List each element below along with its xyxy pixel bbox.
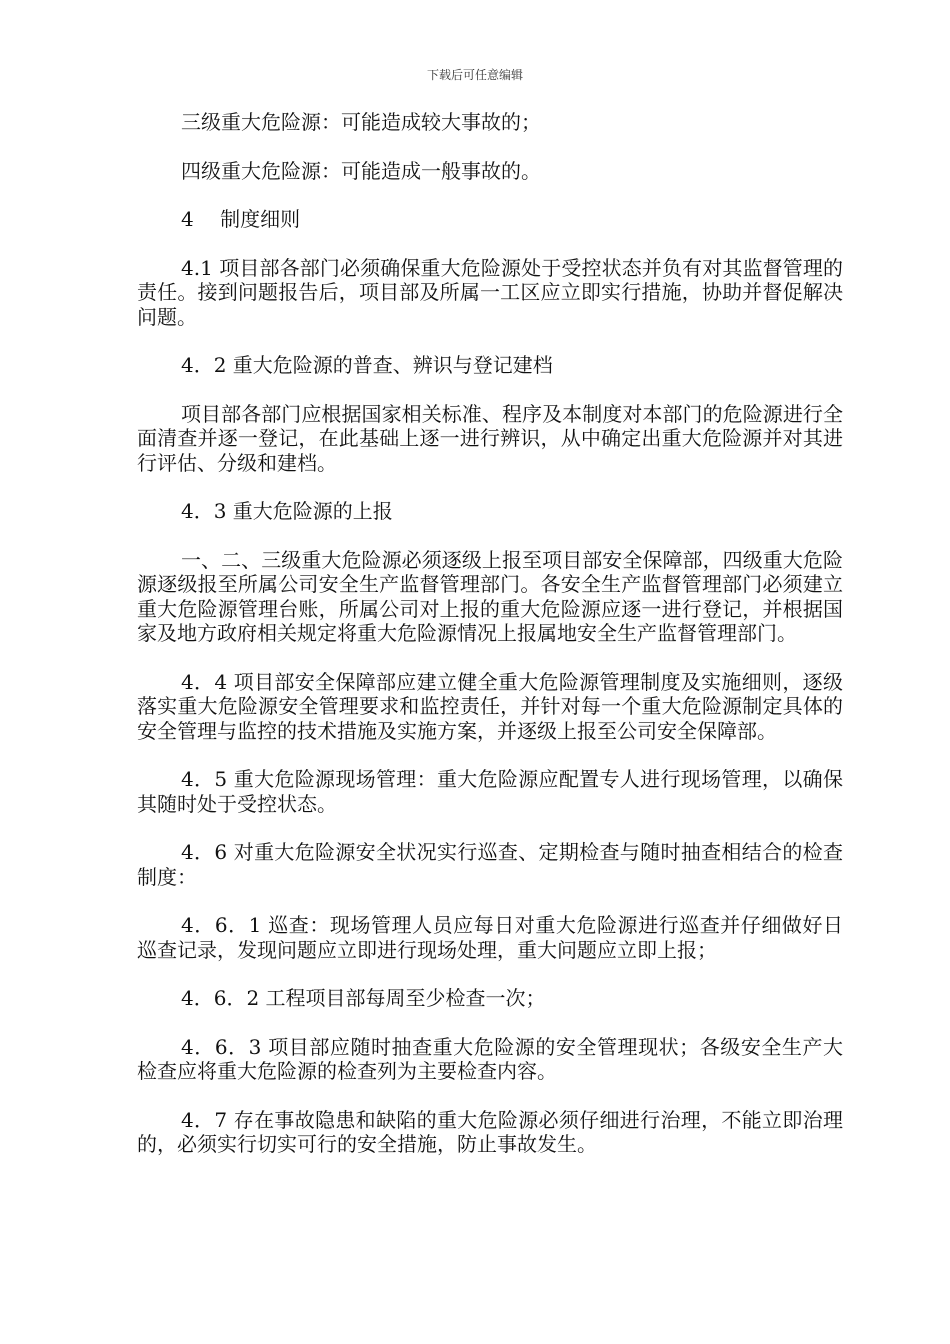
paragraph-4-1: 4.1 项目部各部门必须确保重大危险源处于受控状态并负有对其监督管理的责任。接到问题报告后，项目部及所属一工区应立即实行措施，协助并督促解决问题。	[137, 255, 843, 329]
page-header: 下载后可任意编辑	[426, 68, 523, 82]
paragraph-4-4: 4．4 项目部安全保障部应建立健全重大危险源管理制度及实施细则，逐级落实重大危险源安全管理要求和监控责任，并针对每一个重大危险源制定具体的安全管理与监控的技术措施及实施方案，并逐级上报至公司安全保障部。	[137, 669, 843, 743]
section-heading-4: 4 制度细则	[181, 207, 301, 231]
section-heading-4-2: 4．2 重大危险源的普查、辨识与登记建档	[181, 353, 553, 377]
paragraph-level3-hazard: 三级重大危险源：可能造成较大事故的；	[181, 110, 541, 134]
section-heading-4-3: 4．3 重大危险源的上报	[181, 499, 393, 523]
paragraph-4-5: 4．5 重大危险源现场管理：重大危险源应配置专人进行现场管理，以确保其随时处于受控状态。	[137, 767, 843, 816]
document-body	[137, 110, 843, 1181]
paragraph-4-7: 4．7 存在事故隐患和缺陷的重大危险源必须仔细进行治理，不能立即治理的，必须实行切实可行的安全措施，防止事故发生。	[137, 1107, 843, 1156]
paragraph-4-3-body: 一、二、三级重大危险源必须逐级上报至项目部安全保障部，四级重大危险源逐级报至所属公司安全生产监督管理部门。各安全生产监督管理部门必须建立重大危险源管理台账，所属公司对上报的重大危险源应逐一进行登记，并根据国家及地方政府相关规定将重大危险源情况上报属地安全生产监督管理部门。	[137, 547, 843, 645]
paragraph-4-6-3: 4．6．3 项目部应随时抽查重大危险源的安全管理现状；各级安全生产大检查应将重大危险源的检查列为主要检查内容。	[137, 1034, 843, 1083]
paragraph-4-6-1: 4．6．1 巡查：现场管理人员应每日对重大危险源进行巡查并仔细做好日巡查记录，发现问题应立即进行现场处理，重大问题应立即上报；	[137, 913, 843, 962]
paragraph-4-6-2: 4．6．2 工程项目部每周至少检查一次；	[181, 986, 546, 1010]
paragraph-4-2-body: 项目部各部门应根据国家相关标准、程序及本制度对本部门的危险源进行全面清查并逐一登记，在此基础上逐一进行辨识，从中确定出重大危险源并对其进行评估、分级和建档。	[137, 401, 843, 475]
paragraph-4-6: 4．6 对重大危险源安全状况实行巡查、定期检查与随时抽查相结合的检查制度：	[137, 840, 843, 889]
paragraph-level4-hazard: 四级重大危险源：可能造成一般事故的。	[181, 158, 541, 183]
